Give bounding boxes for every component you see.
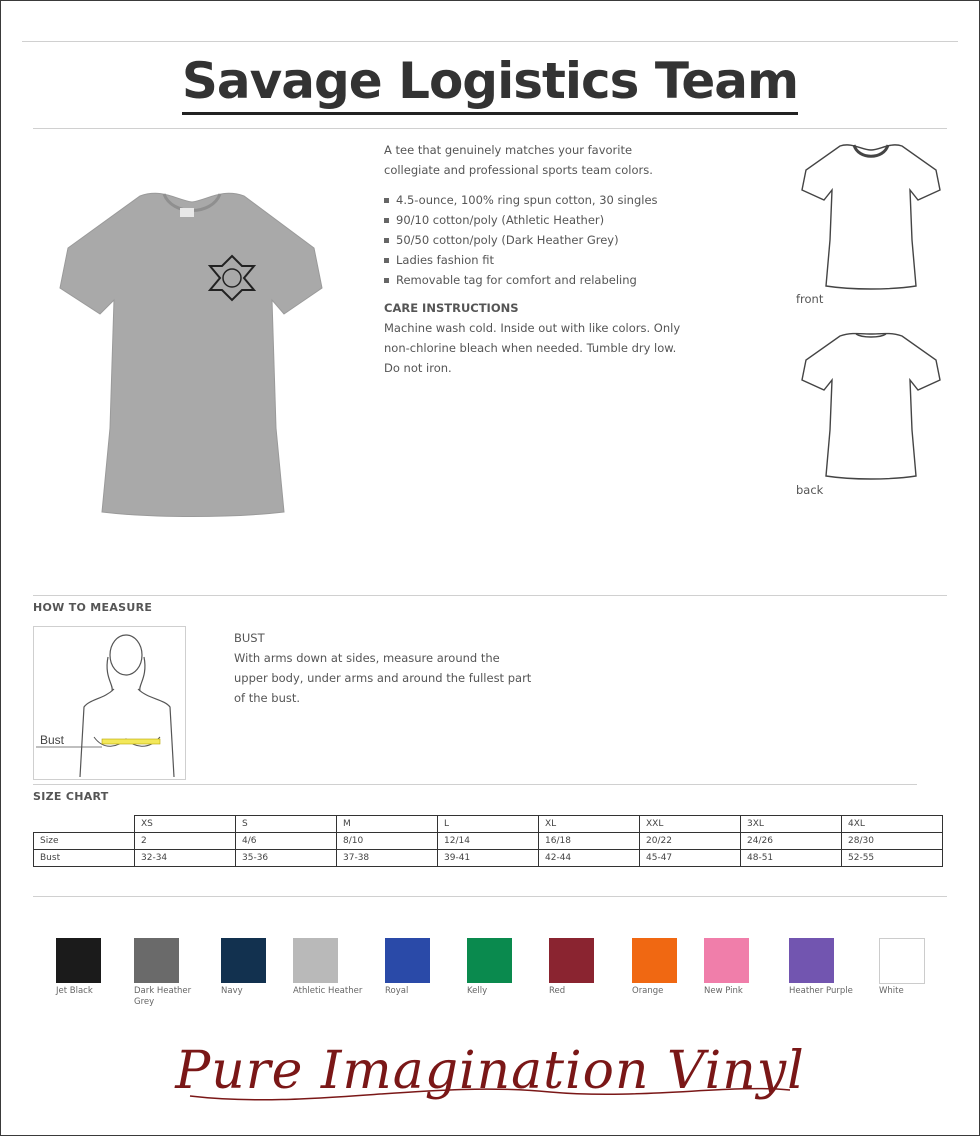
front-label: front [796,292,824,306]
color-label: Orange [632,986,664,996]
color-label: Athletic Heather [293,986,363,996]
feature-item: 50/50 cotton/poly (Dark Heather Grey) [384,230,684,250]
size-column-header: XL [539,816,640,833]
page-title-text: Savage Logistics Team [182,52,798,115]
row-label: Bust [34,850,135,867]
back-label: back [796,483,824,497]
color-swatch-jet-black[interactable] [56,938,101,983]
color-label: Navy [221,986,243,996]
color-label: Dark Heather Grey [134,986,192,1007]
size-column-header: M [337,816,438,833]
table-cell: 16/18 [539,833,640,850]
svg-text:Pure Imagination Vinyl: Pure Imagination Vinyl [175,1041,805,1101]
product-shirt-image [52,188,332,518]
title-divider [33,128,947,129]
table-cell: 37-38 [337,850,438,867]
size-chart-heading: SIZE CHART [33,790,109,803]
color-swatch-new-pink[interactable] [704,938,749,983]
bust-instructions [234,628,534,708]
color-swatch-heather-purple[interactable] [789,938,834,983]
table-cell: 28/30 [842,833,943,850]
size-column-header: 3XL [741,816,842,833]
top-divider [22,41,958,42]
feature-item: Removable tag for comfort and relabeling [384,270,684,290]
size-column-header: L [438,816,539,833]
feature-list [384,190,684,290]
table-cell: 24/26 [741,833,842,850]
table-cell: 32-34 [135,850,236,867]
table-cell: 45-47 [640,850,741,867]
size-chart-table [33,815,943,867]
table-cell: 12/14 [438,833,539,850]
bust-text: With arms down at sides, measure around the upper body, under arms and around the fullest part of the bust. [234,651,532,705]
color-swatch-athletic-heather[interactable] [293,938,338,983]
size-column-header: XS [135,816,236,833]
table-cell: 4/6 [236,833,337,850]
color-label: Red [549,986,566,996]
table-cell: 20/22 [640,833,741,850]
table-cell: 52-55 [842,850,943,867]
size-column-header: XXL [640,816,741,833]
color-swatch-orange[interactable] [632,938,677,983]
front-outline-image [800,140,942,290]
table-corner [34,816,135,833]
table-cell: 39-41 [438,850,539,867]
size-column-header: 4XL [842,816,943,833]
shirt-tag [180,208,194,217]
feature-item: 90/10 cotton/poly (Athletic Heather) [384,210,684,230]
size-chart-divider [33,784,917,785]
size-header-row [34,816,943,833]
feature-item: Ladies fashion fit [384,250,684,270]
color-label: Royal [385,986,409,996]
row-label: Size [34,833,135,850]
measure-divider [33,595,947,596]
table-cell: 35-36 [236,850,337,867]
color-label: New Pink [704,986,743,996]
table-row [34,833,943,850]
size-column-header: S [236,816,337,833]
care-heading: CARE INSTRUCTIONS [384,301,519,315]
bust-heading: BUST [234,631,265,645]
feature-item: 4.5-ounce, 100% ring spun cotton, 30 singles [384,190,684,210]
shirt-body [60,193,322,516]
table-cell: 2 [135,833,236,850]
table-cell: 42-44 [539,850,640,867]
color-label: Heather Purple [789,986,853,996]
table-cell: 8/10 [337,833,438,850]
back-outline-image [800,330,942,480]
color-swatch-dark-heather-grey[interactable] [134,938,179,983]
color-label: Jet Black [56,986,93,996]
color-swatch-red[interactable] [549,938,594,983]
table-row [34,850,943,867]
bust-diagram-label: Bust [40,733,65,747]
product-intro: A tee that genuinely matches your favorite collegiate and professional sports team colors. [384,143,653,177]
color-swatch-kelly[interactable] [467,938,512,983]
color-swatch-navy[interactable] [221,938,266,983]
figure-outline-image [34,627,185,779]
how-to-measure-heading: HOW TO MEASURE [33,601,153,614]
bust-diagram [33,626,186,780]
care-text: Machine wash cold. Inside out with like colors. Only non-chlorine bleach when needed. Tumble dry low. Do not iron. [384,321,681,375]
page-title [0,52,980,110]
table-cell: 48-51 [741,850,842,867]
brand-logo [170,1030,810,1110]
color-label: Kelly [467,986,488,996]
color-label: White [879,986,904,996]
color-swatch-royal[interactable] [385,938,430,983]
product-description [384,140,684,378]
colors-divider [33,896,947,897]
color-swatch-white[interactable] [879,938,925,984]
